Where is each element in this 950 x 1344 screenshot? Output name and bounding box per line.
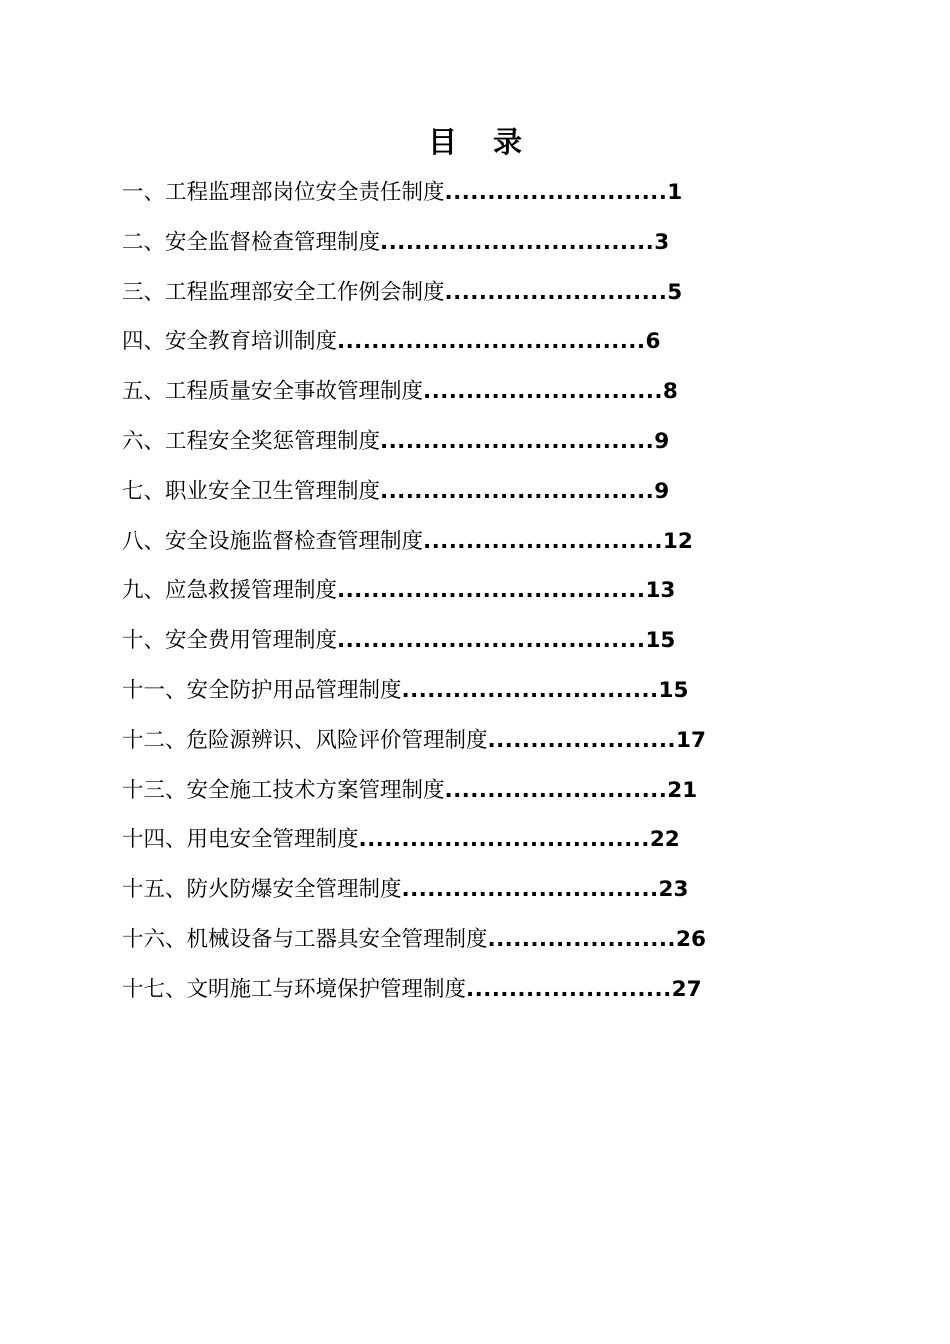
toc-entry-page: 17 <box>676 727 706 753</box>
toc-entry <box>122 566 706 616</box>
toc-entry-label: 十五、防火防爆安全管理制度 <box>122 877 402 903</box>
toc-entry-leader: ............................ <box>423 528 663 554</box>
toc-entry <box>122 915 706 965</box>
toc-entry <box>122 965 706 1015</box>
toc-entry-label: 五、工程质量安全事故管理制度 <box>122 379 424 405</box>
toc-entry-leader: .................................... <box>337 628 646 654</box>
toc-entry-page: 15 <box>658 677 689 703</box>
toc-list <box>122 168 706 1015</box>
toc-entry-label: 四、安全教育培训制度 <box>122 329 338 355</box>
toc-entry <box>122 467 706 517</box>
toc-entry-leader: ...................... <box>487 926 677 952</box>
toc-entry-label: 一、工程监理部岗位安全责任制度 <box>122 180 445 205</box>
toc-entry <box>122 666 706 716</box>
toc-entry <box>122 815 706 865</box>
toc-entry-leader: .............................. <box>401 877 659 903</box>
toc-entry-page: 5 <box>667 279 683 305</box>
toc-title: 目录 <box>427 125 558 159</box>
toc-entry-label: 九、应急救援管理制度 <box>122 578 338 604</box>
toc-entry-page: 9 <box>654 428 670 454</box>
toc-entry <box>122 268 706 318</box>
toc-entry-label: 十四、用电安全管理制度 <box>122 827 359 853</box>
toc-entry-page: 22 <box>649 827 680 853</box>
toc-entry <box>122 517 706 567</box>
toc-entry-page: 9 <box>654 478 670 504</box>
toc-entry <box>122 716 706 766</box>
toc-entry-label: 三、工程监理部安全工作例会制度 <box>122 279 445 305</box>
toc-entry-leader: .................................... <box>337 329 646 355</box>
toc-entry-leader: ................................ <box>380 428 655 454</box>
toc-entry-page: 3 <box>654 229 670 255</box>
toc-entry-label: 十三、安全施工技术方案管理制度 <box>122 777 445 803</box>
toc-entry-leader: ................................ <box>380 229 655 255</box>
toc-entry-leader: ...................... <box>487 727 677 753</box>
toc-entry-label: 十七、文明施工与环境保护管理制度 <box>122 976 467 1002</box>
toc-entry-label: 十六、机械设备与工器具安全管理制度 <box>122 926 488 952</box>
toc-entry-page: 12 <box>662 528 693 554</box>
toc-entry-leader: .................................... <box>337 578 646 604</box>
toc-entry-label: 六、工程安全奖惩管理制度 <box>122 428 381 454</box>
toc-entry-page: 15 <box>645 628 676 654</box>
toc-entry-leader: .......................... <box>444 180 668 205</box>
toc-entry-label: 十一、安全防护用品管理制度 <box>122 677 402 703</box>
toc-entry-leader: .............................. <box>401 677 659 703</box>
toc-entry <box>122 168 706 218</box>
toc-entry-label: 二、安全监督检查管理制度 <box>122 229 381 255</box>
toc-entry-page: 21 <box>667 777 698 803</box>
toc-entry-label: 十二、危险源辨识、风险评价管理制度 <box>122 727 488 753</box>
toc-entry <box>122 865 706 915</box>
toc-entry-page: 1 <box>667 180 683 205</box>
toc-entry <box>122 417 706 467</box>
toc-entry-leader: .......................... <box>444 279 668 305</box>
toc-entry-page: 13 <box>645 578 676 604</box>
toc-entry-leader: ................................ <box>380 478 655 504</box>
toc-entry-label: 七、职业安全卫生管理制度 <box>122 478 381 504</box>
toc-entry <box>122 766 706 816</box>
toc-entry <box>122 616 706 666</box>
toc-entry-page: 26 <box>676 926 706 952</box>
toc-entry-label: 八、安全设施监督检查管理制度 <box>122 528 424 554</box>
toc-entry-leader: .................................. <box>358 827 650 853</box>
toc-entry <box>122 218 706 268</box>
toc-entry-label: 十、安全费用管理制度 <box>122 628 338 654</box>
toc-entry <box>122 317 706 367</box>
toc-entry-page: 6 <box>645 329 661 355</box>
toc-entry-page: 8 <box>662 379 678 405</box>
toc-entry-leader: .......................... <box>444 777 668 803</box>
toc-entry-leader: ............................ <box>423 379 663 405</box>
toc-entry-page: 23 <box>658 877 689 903</box>
toc-entry <box>122 367 706 417</box>
toc-entry-leader: ........................ <box>466 976 672 1002</box>
toc-entry-page: 27 <box>671 976 702 1002</box>
